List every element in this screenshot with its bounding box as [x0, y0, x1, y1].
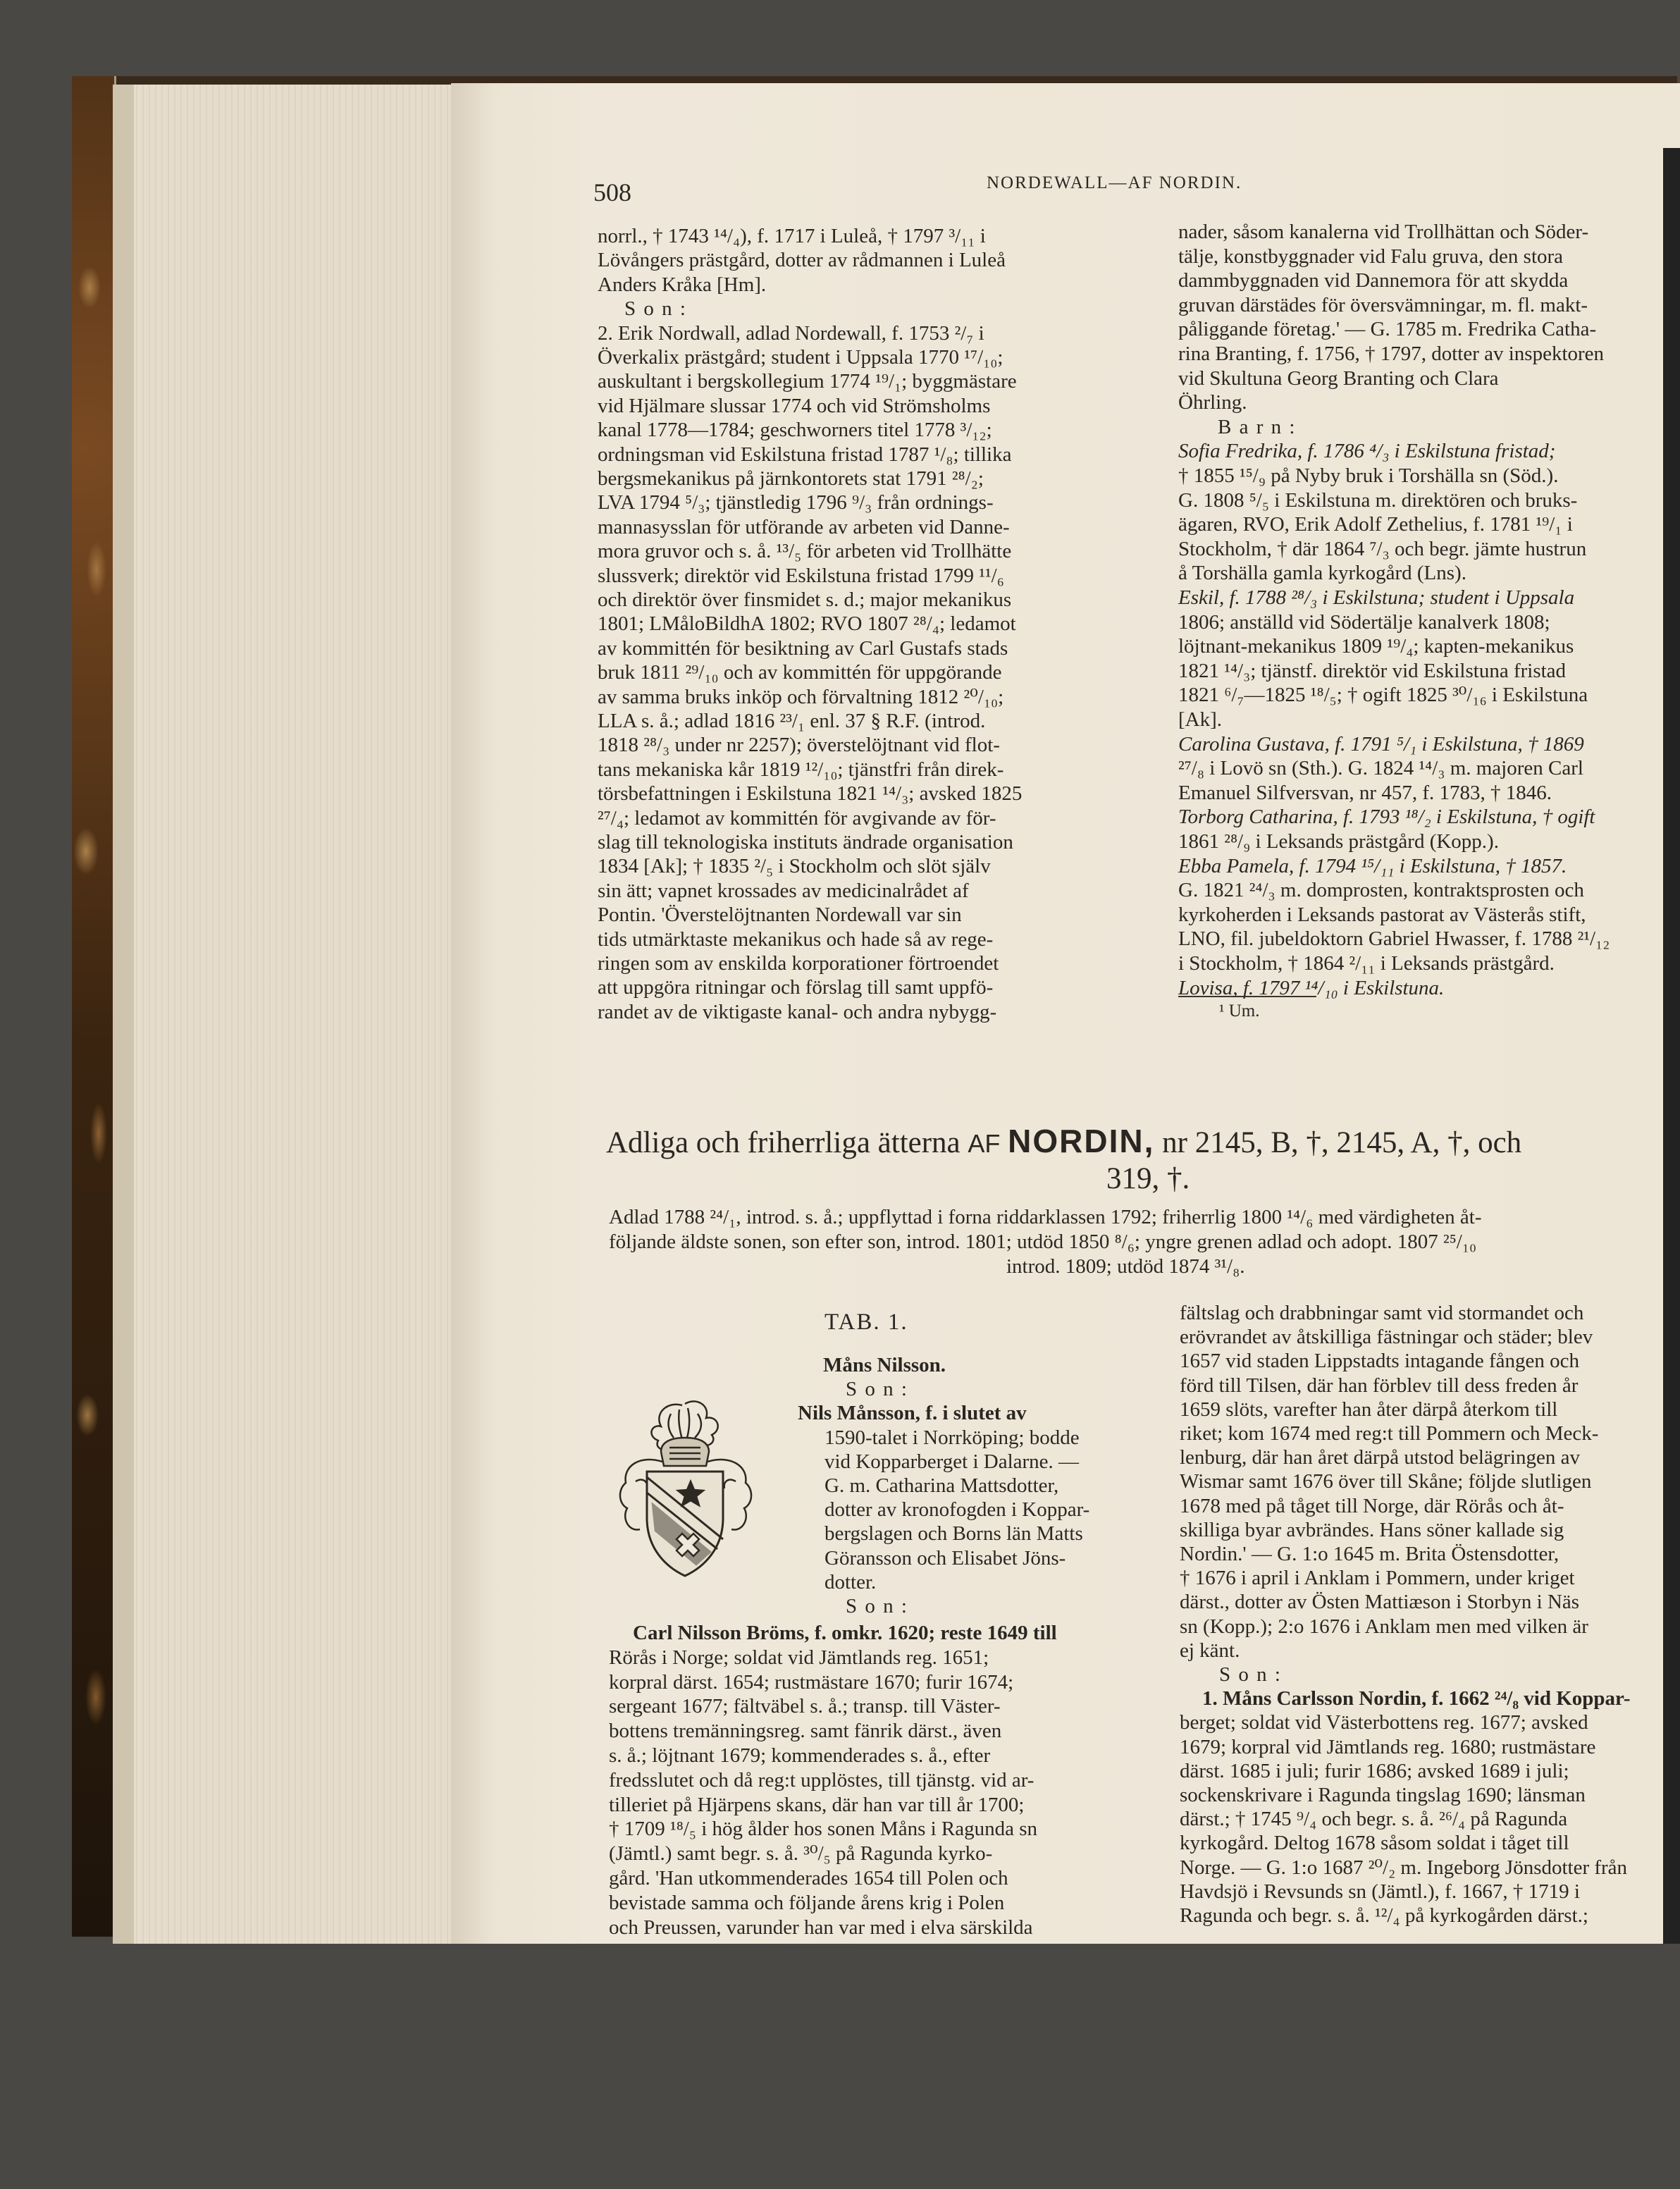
right-column-line: G. 1808 ⁵/₅ i Eskilstuna m. direktören och bruks- [1178, 488, 1578, 512]
right-column-line: Carolina Gustava, f. 1791 ⁵/₁ i Eskilstuna, † 1869 [1178, 732, 1584, 756]
page-stack-edges [113, 85, 465, 1945]
lower-right-line: berget; soldat vid Västerbottens reg. 1677; avsked [1180, 1711, 1588, 1734]
lower-left-indented-line: vid Kopparberget i Dalarne. — [824, 1450, 1080, 1473]
lower-right-line: 1659 slöts, varefter han åter därpå återkom till [1180, 1398, 1558, 1421]
right-column-line: Stockholm, † där 1864 ⁷/₃ och begr. jämte hustrun [1178, 537, 1587, 560]
right-column-line: 1821 ⁶/₇—1825 ¹⁸/₅; † ogift 1825 ³⁰/₁₆ i Eskilstuna [1178, 684, 1588, 707]
lower-right-line: erövrandet av åtskilliga fästningar och städer; blev [1180, 1326, 1593, 1349]
right-column-line: B a r n : [1218, 415, 1297, 438]
lower-right-line: 1657 vid staden Lippstadts intagande fången och [1180, 1350, 1579, 1373]
section-heading-rest: nr 2145, B, †, 2145, A, †, och [1162, 1126, 1522, 1159]
left-column-line: Lövångers prästgård, dotter av rådmannen i Luleå [598, 249, 1006, 272]
left-column-line: ringen som av enskilda korporationer förtroendet [598, 952, 999, 975]
section-intro-line: Adlad 1788 ²⁴/₁, introd. s. å.; uppflyttad i forna riddarklassen 1792; friherrlig 1800 ¹⁴/₆ med värdigheten åt- [609, 1206, 1482, 1228]
left-column-line: tids utmärktaste mekanikus och hade så av rege- [598, 927, 994, 951]
left-column-line: att uppgöra ritningar och förslag till samt uppfö- [598, 976, 994, 999]
lower-left-line: tilleriet på Hjärpens skans, där han var till år 1700; [609, 1793, 1025, 1816]
right-column-line: Emanuel Silfversvan, nr 457, f. 1783, † 1846. [1178, 781, 1552, 804]
lower-left-indented-line: dotter. [824, 1570, 877, 1593]
right-column-line: ²⁷/₈ i Lovö sn (Sth.). G. 1824 ¹⁴/₃ m. majoren Carl [1178, 757, 1583, 780]
left-column-line: ²⁷/₄; ledamot av kommittén för avgivande av för- [598, 806, 996, 830]
lower-left-line: (Jämtl.) samt begr. s. å. ³⁰/₅ på Ragunda kyrko- [609, 1842, 993, 1866]
right-column-line: Torborg Catharina, f. 1793 ¹⁸/₂ i Eskilstuna, † ogift [1178, 806, 1595, 829]
left-column-line: Pontin. 'Överstelöjtnanten Nordewall var sin [598, 904, 962, 927]
left-column-line: slag till teknologiska instituts ändrade organisation [598, 831, 1013, 853]
left-column-line: 1834 [Ak]; † 1835 ²/₅ i Stockholm och slöt själv [598, 855, 991, 878]
left-column-line: 2. Erik Nordwall, adlad Nordewall, f. 1753 ²/₇ i [598, 321, 984, 345]
lower-right-line: fältslag och drabbningar samt vid stormandet och [1180, 1302, 1584, 1324]
section-heading-prefix: Adliga och friherrliga ätterna [606, 1126, 961, 1159]
lower-right-line: ej känt. [1180, 1639, 1240, 1662]
left-column-line: Överkalix prästgård; student i Uppsala 1770 ¹⁷/₁₀; [598, 346, 1003, 369]
left-column-line: slussverk; direktör vid Eskilstuna fristad 1799 ¹¹/₆ [598, 564, 1004, 587]
right-column-line: G. 1821 ²⁴/₃ m. domprosten, kontraktsprosten och [1178, 879, 1584, 902]
left-column-line: randet av de viktigaste kanal- och andra nybygg- [598, 1000, 997, 1023]
page-number: 508 [593, 178, 631, 206]
lower-left-indented-line: dotter av kronofogden i Koppar- [824, 1498, 1090, 1522]
right-column-line: [Ak]. [1178, 708, 1223, 731]
lower-right-line: 1. Måns Carlsson Nordin, f. 1662 ²⁴/₈ vid Koppar- [1202, 1687, 1631, 1710]
lower-left-line: bevistade samma och följande årens krig i Polen [609, 1891, 1005, 1914]
lower-right-line: därst. 1685 i juli; furir 1686; avsked 1689 i juli; [1180, 1759, 1569, 1782]
lower-left-indented-line: Göransson och Elisabet Jöns- [824, 1546, 1066, 1570]
lower-right-line: skilliga byar avbrändes. Hans söner kallade sig [1180, 1518, 1564, 1541]
lower-right-line: därst.; † 1745 ⁹/₄ och begr. s. å. ²⁶/₄ på Ragunda [1180, 1808, 1568, 1831]
left-column-line: vid Hjälmare slussar 1774 och vid Strömsholms [598, 394, 991, 417]
right-column-line: Ebba Pamela, f. 1794 ¹⁵/₁₁ i Eskilstuna, † 1857. [1178, 854, 1567, 877]
left-column-line: bruk 1811 ²⁹/₁₀ och av kommittén för uppgörande [598, 661, 1002, 684]
right-column-line: Eskil, f. 1788 ²⁸/₃ i Eskilstuna; student i Uppsala [1178, 586, 1575, 609]
right-column-line: 1806; anställd vid Södertälje kanalverk 1808; [1178, 610, 1550, 634]
right-column-line: dammbyggnaden vid Dannemora för att skydda [1178, 269, 1569, 292]
lower-right-line: Havdsjö i Revsunds sn (Jämtl.), f. 1667, † 1719 i [1180, 1880, 1580, 1903]
running-head: NORDEWALL—AF NORDIN. [987, 173, 1242, 192]
left-column-line: av kommittén för besiktning av Carl Gustafs stads [598, 636, 1008, 660]
left-column-line: 1818 ²⁸/₃ under nr 2257); överstelöjtnant vid flot- [598, 734, 1000, 757]
section-heading [606, 1123, 1521, 1161]
lower-right-line: Nordin.' — G. 1:o 1645 m. Brita Östensdotter, [1180, 1543, 1559, 1565]
right-column-line: löjtnant-mekanikus 1809 ¹⁹/₄; kapten-mekanikus [1178, 635, 1574, 658]
lower-left-line: s. å.; löjtnant 1679; kommenderades s. å., efter [609, 1744, 991, 1767]
lower-right-line: 1678 med på tåget till Norge, där Rörås och åt- [1180, 1494, 1564, 1517]
right-column-line: i Stockholm, † 1864 ²/₁₁ i Leksands prästgård. [1178, 952, 1555, 975]
lower-left-line: korpral därst. 1654; rustmästare 1670; furir 1674; [609, 1670, 1014, 1694]
left-column-line: av samma bruks inköp och förvaltning 1812 ²⁰/₁₀; [598, 685, 1004, 708]
left-column-line: 1801; LMåloBildhA 1802; RVO 1807 ²⁸/₄; ledamot [598, 612, 1016, 636]
lower-left-indented-line: S o n : [846, 1378, 908, 1401]
left-column-line: mannasysslan för utförande av arbeten vid Danne- [598, 515, 1010, 538]
lower-right-line: förd till Tilsen, där han förblev till dess freden år [1180, 1374, 1579, 1397]
lower-right-line: Norge. — G. 1:o 1687 ²⁰/₂ m. Ingeborg Jönsdotter från [1180, 1856, 1628, 1879]
lower-left-line: † 1709 ¹⁸/₅ i hög ålder hos sonen Måns i Ragunda sn [609, 1818, 1038, 1841]
section-heading-af: AF [968, 1129, 1001, 1158]
left-column-line: S o n : [624, 297, 687, 321]
coat-of-arms-icon [612, 1398, 761, 1583]
right-column-line: Sofia Fredrika, f. 1786 ⁴/₃ i Eskilstuna fristad; [1178, 440, 1556, 463]
left-column-line: norrl., † 1743 ¹⁴/₄), f. 1717 i Luleå, † 1797 ³/₁₁ i [598, 225, 986, 247]
lower-right-line: riket; kom 1674 med reg:t till Pommern och Meck- [1180, 1422, 1599, 1445]
lower-left-indented-line: Måns Nilsson. [823, 1354, 946, 1376]
lower-right-line: sockenskrivare i Ragunda tingslag 1690; länsman [1180, 1784, 1586, 1806]
left-column-line: auskultant i bergskollegium 1774 ¹⁹/₁; byggmästare [598, 370, 1017, 393]
lower-left-line: sergeant 1677; fältväbel s. å.; transp. till Väster- [609, 1695, 1001, 1718]
right-column-line: ägaren, RVO, Erik Adolf Zethelius, f. 1781 ¹⁹/₁ i [1178, 513, 1573, 536]
right-column-line: kyrkoherden i Leksands pastorat av Västerås stift, [1178, 903, 1586, 926]
left-column-line: LVA 1794 ⁵/₃; tjänstledig 1796 ⁹/₃ från ordnings- [598, 491, 994, 514]
right-column-line: † 1855 ¹⁵/₉ på Nyby bruk i Torshälla sn (Söd.). [1178, 464, 1559, 487]
left-column-line: tans mekaniska kår 1819 ¹²/₁₀; tjänstfri från direk- [598, 758, 1004, 781]
lower-left-line: gård. 'Han utkommenderades 1654 till Polen och [609, 1867, 1008, 1889]
lower-left-indented-line: 1590-talet i Norrköping; bodde [824, 1426, 1080, 1449]
left-column-line: sin ätt; vapnet krossades av medicinalrådet af [598, 879, 969, 902]
left-column-line: och direktör över finsmidet s. d.; major mekanikus [598, 588, 1012, 611]
right-column-line: tälje, konstbyggnader vid Falu gruva, den stora [1178, 245, 1564, 268]
tab-heading: TAB. 1. [824, 1309, 908, 1335]
right-column-line: Öhrling. [1178, 391, 1247, 414]
lower-left-line: bottens tremänningsreg. samt fänrik därst., även [609, 1720, 1002, 1743]
background-surface [85, 1944, 1680, 2189]
section-heading-family-name: NORDIN, [1008, 1123, 1155, 1159]
left-column-line: törsbefattningen i Eskilstuna 1821 ¹⁴/₃; avsked 1825 [598, 782, 1023, 806]
lower-right-line: Wismar samt 1676 över till Skåne; följde slutligen [1180, 1470, 1592, 1493]
left-column-line: bergsmekanikus på järnkontorets stat 1791 ²⁸/₂; [598, 467, 984, 490]
lower-left-line: fredsslutet och då reg:t upplöstes, till tjänstg. vid ar- [609, 1768, 1034, 1792]
right-column-line: å Torshälla gamla kyrkogård (Lns). [1178, 562, 1466, 585]
right-column-line: gruvan därstädes för översvämningar, m. fl. makt- [1178, 293, 1588, 316]
lower-left-indented-line: G. m. Catharina Mattsdotter, [824, 1474, 1059, 1497]
right-column-line: nader, såsom kanalerna vid Trollhättan och Söder- [1178, 221, 1589, 243]
left-column-line: mora gruvor och s. å. ¹³/₅ för arbeten vid Trollhätte [598, 540, 1012, 563]
lower-right-line: kyrkogård. Deltog 1678 såsom soldat i tåget till [1180, 1832, 1569, 1855]
section-heading-line2: 319, †. [1106, 1162, 1190, 1195]
lower-right-line: † 1676 i april i Anklam i Pommern, under kriget [1180, 1567, 1575, 1590]
lower-right-line: Ragunda och begr. s. å. ¹²/₄ på kyrkogården därst.; [1180, 1904, 1588, 1927]
left-column-line: kanal 1778—1784; geschworners titel 1778 ³/₁₂; [598, 419, 992, 442]
right-column-line: 1861 ²⁸/₉ i Leksands prästgård (Kopp.). [1178, 830, 1499, 853]
lower-left-line: Carl Nilsson Bröms, f. omkr. 1620; reste 1649 till [633, 1622, 1057, 1644]
section-intro-line: följande äldste sonen, son efter son, introd. 1801; utdöd 1850 ⁸/₆; yngre grenen adlad och adopt. 1807 ²⁵/₁₀ [609, 1231, 1477, 1253]
right-column-line: 1821 ¹⁴/₃; tjänstf. direktör vid Eskilstuna fristad [1178, 659, 1567, 682]
footnote: ¹ Um. [1219, 1001, 1260, 1020]
left-column-line: ordningsman vid Eskilstuna fristad 1787 ¹/₈; tillika [598, 443, 1012, 466]
left-column-line: LLA s. å.; adlad 1816 ²³/₁ enl. 37 § R.F. (introd. [598, 710, 986, 732]
right-column-line: rina Branting, f. 1756, † 1797, dotter av inspektoren [1178, 343, 1605, 365]
marbled-book-cover [72, 76, 116, 1937]
lower-left-indented-line: S o n : [846, 1595, 908, 1617]
right-column-line: LNO, fil. jubeldoktorn Gabriel Hwasser, f. 1788 ²¹/₁₂ [1178, 927, 1610, 951]
right-column-line: påliggande företag.' — G. 1785 m. Fredrika Catha- [1178, 318, 1597, 341]
right-column-line: vid Skultuna Georg Branting och Clara [1178, 366, 1499, 390]
lower-right-line: lenburg, där han året därpå utstod belägringen av [1180, 1446, 1580, 1469]
lower-right-line: sn (Kopp.); 2:o 1676 i Anklam men med vilken är [1180, 1615, 1588, 1638]
lower-right-line: 1679; korpral vid Jämtlands reg. 1680; rustmästare [1180, 1735, 1596, 1758]
lower-left-indented-line: Nils Månsson, f. i slutet av [798, 1402, 1027, 1425]
footnote-rule [1178, 996, 1316, 997]
right-column-line: Lovisa, f. 1797 ¹⁴/₁₀ i Eskilstuna. [1178, 976, 1445, 999]
lower-right-line: därst., dotter av Östen Mattiæson i Storbyn i Näs [1180, 1591, 1580, 1614]
lower-right-line: S o n : [1219, 1663, 1282, 1686]
left-column-line: Anders Kråka [Hm]. [598, 273, 767, 296]
lower-left-line: Rörås i Norge; soldat vid Jämtlands reg. 1651; [609, 1646, 989, 1669]
lower-left-indented-line: bergslagen och Borns län Matts [824, 1522, 1083, 1546]
lower-left-line: och Preussen, varunder han var med i elva särskilda [609, 1916, 1033, 1939]
next-page-edge [1663, 148, 1680, 1980]
section-intro-line: introd. 1809; utdöd 1874 ³¹/₈. [1006, 1255, 1245, 1278]
